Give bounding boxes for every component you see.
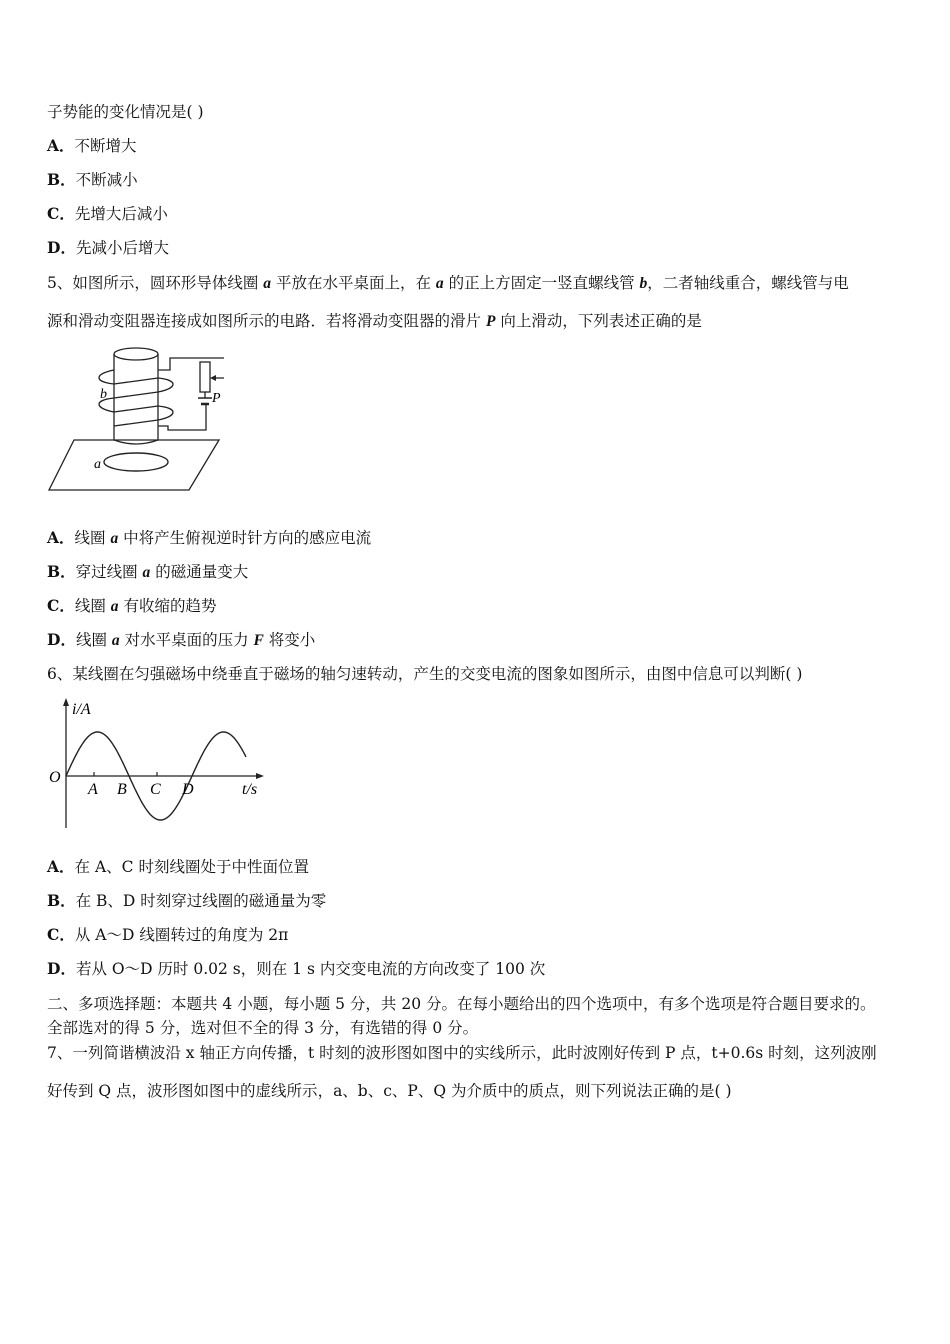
q4-option-b[interactable]: B．不断减小: [47, 170, 138, 189]
section2-heading-line1: 二、多项选择题：本题共 4 小题，每小题 5 分，共 20 分。在每小题给出的四个选项中，有多个选项是符合题目要求的。: [47, 995, 876, 1013]
q5-option-d[interactable]: D．线圈 a 对水平桌面的压力 F 将变小: [47, 630, 316, 649]
q5-stem-line2: 源和滑动变阻器连接成如图所示的电路．若将滑动变阻器的滑片 P 向上滑动，下列表述正确的是: [47, 312, 702, 330]
q7-stem-line2: 好传到 Q 点，波形图如图中的虚线所示，a、b、c、P、Q 为介质中的质点，则下列说法正确的是( ): [47, 1082, 732, 1100]
q5-option-b[interactable]: B．穿过线圈 a 的磁通量变大: [47, 562, 249, 581]
label-B: B: [117, 781, 127, 798]
q5-option-c[interactable]: C．线圈 a 有收缩的趋势: [47, 596, 217, 615]
q6-option-b[interactable]: B．在 B、D 时刻穿过线圈的磁通量为零: [47, 891, 327, 910]
q7-stem-line1: 7、一列简谐横波沿 x 轴正方向传播，t 时刻的波形图如图中的实线所示，此时波刚好传到 P 点，t+0.6s 时刻，这列波刚: [47, 1044, 877, 1062]
q6-ac-graph: [44, 696, 274, 836]
q6-stem: 6、某线圈在匀强磁场中绕垂直于磁场的轴匀速转动，产生的交变电流的图象如图所示，由图中信息可以判断( ): [47, 665, 803, 683]
q6-option-d[interactable]: D．若从 O～D 历时 0.02 s，则在 1 s 内交变电流的方向改变了 100 次: [47, 959, 546, 978]
coil-a-ring: [104, 453, 168, 471]
q6-option-c[interactable]: C．从 A～D 线圈转过的角度为 2π: [47, 925, 289, 944]
q6-option-a[interactable]: A．在 A、C 时刻线圈处于中性面位置: [47, 857, 309, 876]
label-a: a: [94, 457, 101, 472]
q4-stem-tail: 子势能的变化情况是( ): [47, 103, 204, 121]
rheostat: [200, 362, 210, 392]
label-C: C: [150, 781, 161, 798]
q4-option-d[interactable]: D．先减小后增大: [47, 238, 169, 257]
q4-option-c[interactable]: C．先增大后减小: [47, 204, 168, 223]
y-axis-label: i/A: [72, 701, 91, 718]
label-b: b: [100, 387, 107, 402]
q5-stem-line1: 5、如图所示，圆环形导体线圈 a 平放在水平桌面上，在 a 的正上方固定一竖直螺线管 b，二者轴线重合，螺线管与电: [47, 274, 849, 292]
q5-solenoid-figure: [44, 340, 224, 495]
solenoid-windings: [99, 370, 173, 426]
q4-option-a[interactable]: A．不断增大: [47, 136, 137, 155]
x-axis-label: t/s: [242, 781, 258, 798]
q5-option-a[interactable]: A．线圈 a 中将产生俯视逆时针方向的感应电流: [47, 528, 372, 547]
origin-label: O: [49, 769, 61, 786]
section2-heading-line2: 全部选对的得 5 分，选对但不全的得 3 分，有选错的得 0 分。: [47, 1019, 479, 1037]
label-p: P: [212, 391, 221, 406]
label-A: A: [88, 781, 98, 798]
label-D: D: [182, 781, 194, 798]
table-plane: [49, 440, 219, 490]
